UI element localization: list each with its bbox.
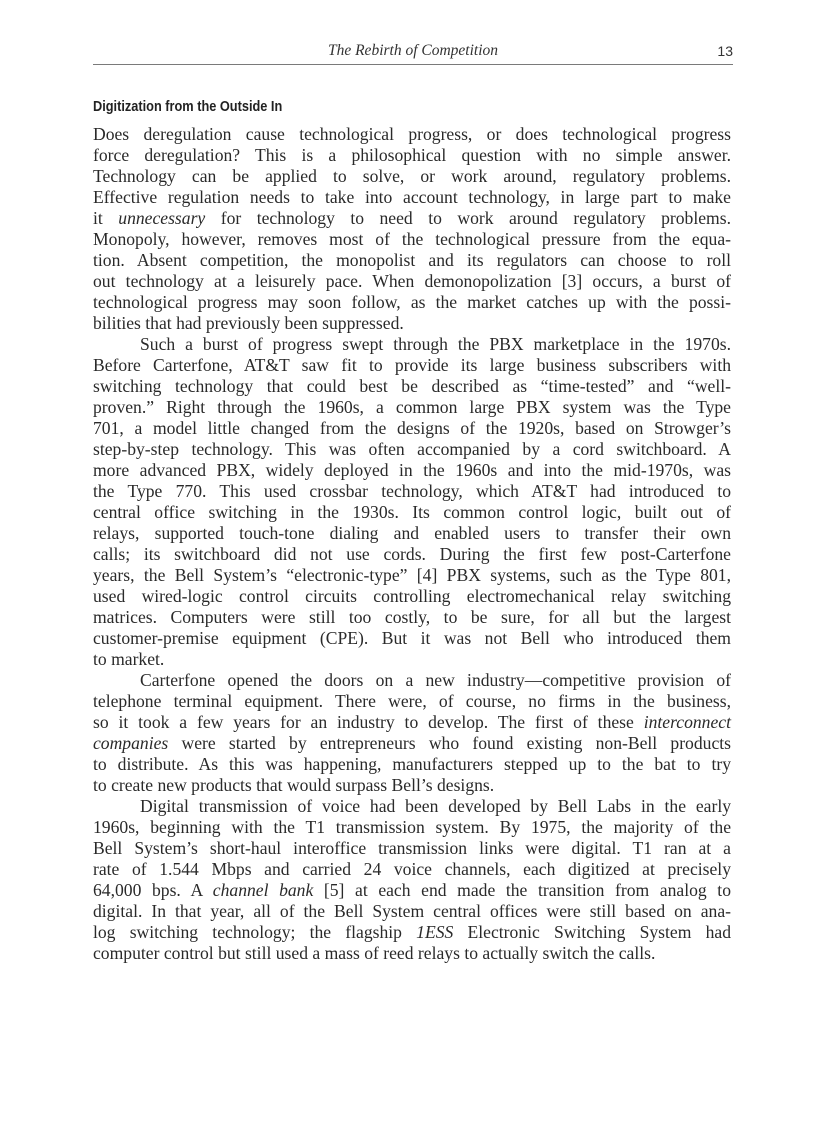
text-line: matrices. Computers were still too costly, to be sure, for all but the largest — [93, 607, 731, 627]
running-header — [93, 40, 733, 65]
text-line: Carterfone opened the doors on a new industry—competitive provision of — [140, 670, 731, 690]
text-line: bilities that had previously been suppressed. — [93, 313, 404, 333]
text-line: more advanced PBX, widely deployed in the 1960s and into the mid-1970s, was — [93, 460, 731, 480]
text-line: to create new products that would surpass Bell’s designs. — [93, 775, 495, 795]
text-line: telephone terminal equipment. There were, of course, no firms in the business, — [93, 691, 731, 711]
text-line: customer-premise equipment (CPE). But it was not Bell who introduced them — [93, 628, 731, 648]
text-line: digital. In that year, all of the Bell System central offices were still based on ana- — [93, 901, 731, 921]
text-line: central office switching in the 1930s. Its common control logic, built out of — [93, 502, 731, 522]
text-line: to market. — [93, 649, 165, 669]
text-line: Before Carterfone, AT&T saw fit to provide its large business subscribers with — [93, 355, 731, 375]
emphasized-term: interconnect — [643, 712, 731, 732]
text-line: Monopoly, however, removes most of the technological pressure from the equa- — [93, 229, 731, 249]
emphasized-term: unnecessary — [118, 208, 206, 228]
text-line: proven.” Right through the 1960s, a common large PBX system was the Type — [93, 397, 731, 417]
text-line: relays, supported touch-tone dialing and enabled users to transfer their own — [93, 523, 731, 543]
running-title: The Rebirth of Competition — [327, 42, 499, 59]
text-line: Bell System’s short-haul interoffice transmission links were digital. T1 ran at a — [93, 838, 731, 858]
text-line: Such a burst of progress swept through the PBX marketplace in the 1970s. — [140, 334, 731, 354]
page-number: 13 — [717, 43, 733, 59]
text-line: companies were started by entrepreneurs who found existing non-Bell products — [93, 733, 731, 753]
emphasized-term: companies — [93, 733, 169, 753]
text-line: the Type 770. This used crossbar technology, which AT&T had introduced to — [93, 481, 731, 501]
text-line: technological progress may soon follow, as the market catches up with the possi- — [93, 292, 731, 312]
body-text — [93, 124, 731, 964]
text-line: Technology can be applied to solve, or work around, regulatory problems. — [93, 166, 731, 186]
text-line: step-by-step technology. This was often accompanied by a cord switchboard. A — [93, 439, 731, 459]
emphasized-term: 1ESS — [416, 922, 454, 942]
text-line: calls; its switchboard did not use cords. During the first few post-Carterfone — [93, 544, 731, 564]
text-line: force deregulation? This is a philosophical question with no simple answer. — [93, 145, 731, 165]
text-line: log switching technology; the flagship 1ESS Electronic Switching System had — [93, 922, 731, 942]
text-line: Digital transmission of voice had been developed by Bell Labs in the early — [140, 796, 731, 816]
text-line: 701, a model little changed from the designs of the 1920s, based on Strowger’s — [93, 418, 731, 438]
text-line: years, the Bell System’s “electronic-type” [4] PBX systems, such as the Type 801, — [93, 565, 731, 585]
text-line: computer control but still used a mass of reed relays to actually switch the calls. — [93, 943, 656, 963]
text-line: so it took a few years for an industry to develop. The first of these interconnect — [93, 712, 731, 732]
text-line: rate of 1.544 Mbps and carried 24 voice channels, each digitized at precisely — [93, 859, 731, 879]
text-line: 1960s, beginning with the T1 transmission system. By 1975, the majority of the — [93, 817, 731, 837]
text-line: it unnecessary for technology to need to work around regulatory problems. — [93, 208, 731, 228]
section-heading: Digitization from the Outside In — [93, 99, 283, 115]
text-line: 64,000 bps. A channel bank [5] at each end made the transition from analog to — [93, 880, 731, 900]
text-line: Does deregulation cause technological progress, or does technological progress — [93, 124, 731, 144]
text-line: switching technology that could best be described as “time-tested” and “well- — [93, 376, 731, 396]
text-line: to distribute. As this was happening, manufacturers stepped up to the bat to try — [93, 754, 731, 774]
text-line: out technology at a leisurely pace. When demonopolization [3] occurs, a burst of — [93, 271, 731, 291]
text-line: Effective regulation needs to take into account technology, in large part to make — [93, 187, 731, 207]
emphasized-term: channel bank — [212, 880, 314, 900]
text-line: used wired-logic control circuits controlling electromechanical relay switching — [93, 586, 731, 606]
text-line: tion. Absent competition, the monopolist and its regulators can choose to roll — [93, 250, 731, 270]
